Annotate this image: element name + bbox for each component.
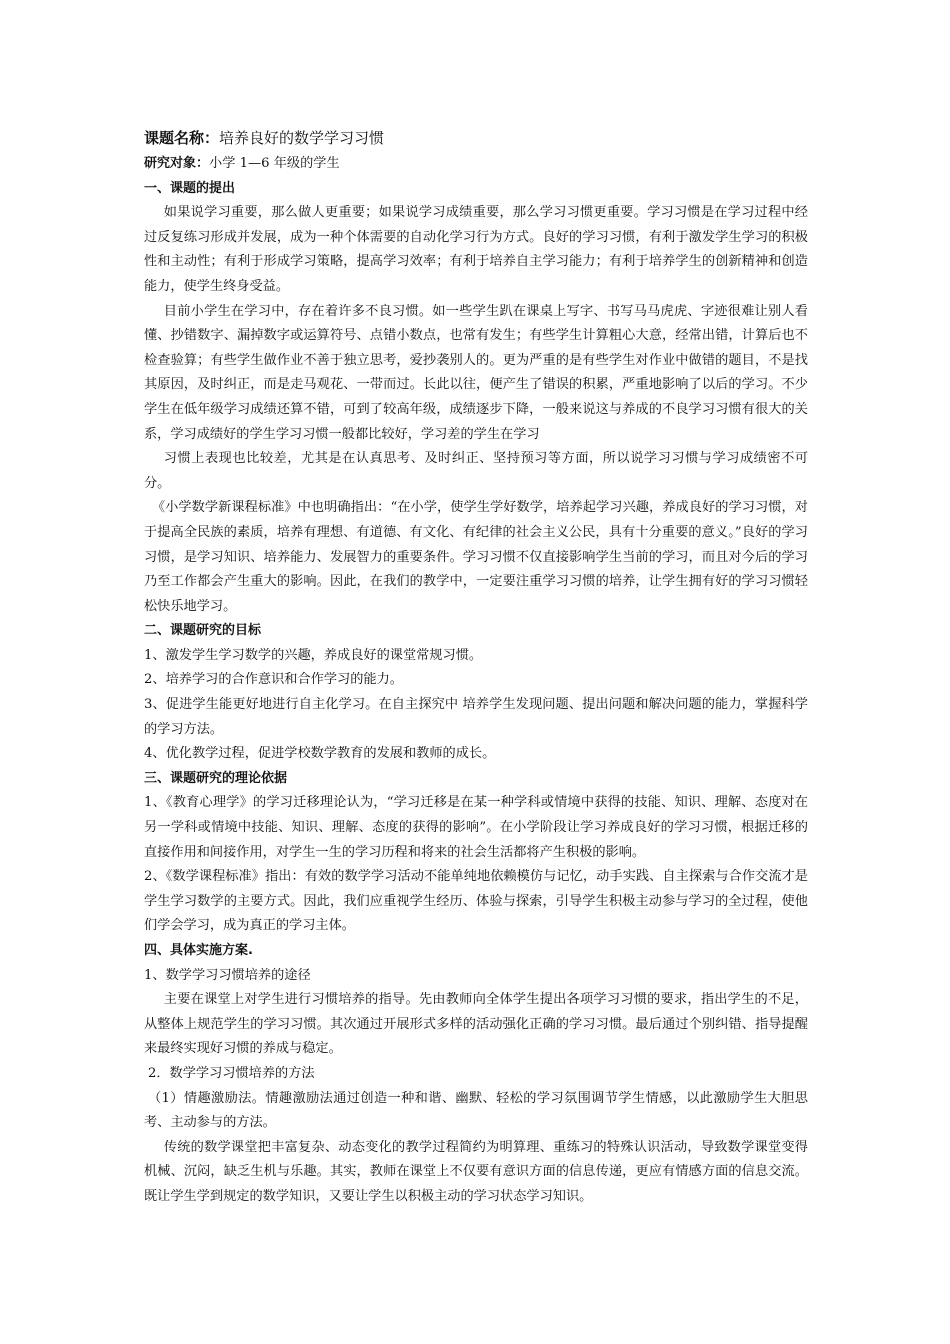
title-label: 课题名称： <box>144 129 220 147</box>
section1-paragraph-4: 《小学数学新课程标准》中也明确指出：“在小学，使学生学好数学，培养起学习兴趣，养成良好的学习习惯，对于提高全民族的素质，培养有理想、有道德、有文化、有纪律的社会主义公民，具有十分重要的意义。”良好的学习习惯，是学习知识、培养能力、发展智力的重要条件。学习习惯不仅直接影响学生当前的学习，而且对今后的学习乃至工作都会产生重大的影响。因此，在我们的教学中，一定要注重学习习惯的培养，让学生拥有好的学习习惯轻松快乐地学习。 <box>144 500 808 614</box>
section1-paragraph-3: 习惯上表现也比较差，尤其是在认真思考、及时纠正、坚持预习等方面，所以说学习习惯与学习成绩密不可分。 <box>144 451 808 491</box>
subject-label: 研究对象： <box>144 156 210 171</box>
theory-item-2: 2、《数学课程标准》指出：有效的数学学习活动不能单纯地依赖模仿与记忆，动手实践、自主探索与合作交流才是学生学习数学的主要方式。因此，我们应重视学生经历、体验与探索，引导学生积极主动参与学习的全过程，使他们学会学习，成为真正的学习主体。 <box>144 869 808 934</box>
section-heading-4: 四、具体实施方案. <box>144 943 253 958</box>
goal-item-4: 4、优化教学过程，促进学校数学教育的发展和教师的成长。 <box>144 746 496 762</box>
method-subheading-1: 1、数学学习习惯培养的途径 <box>144 967 311 983</box>
title-value: 培养良好的数学学习习惯 <box>219 129 385 147</box>
method-subheading-2: 2．数学学习习惯培养的方法 <box>147 1065 315 1081</box>
goal-item-2: 2、培养学习的合作意识和合作学习的能力。 <box>144 672 403 688</box>
section1-paragraph-1: 如果说学习重要，那么做人更重要；如果说学习成绩重要，那么学习习惯更重要。学习习惯是在学习过程中经过反复练习形成并发展，成为一种个体需要的自动化学习行为方式。良好的学习习惯，有利于激发学生学习的积极性和主动性；有利于形成学习策略，提高学习效率；有利于培养自主学习能力；有利于培养学生的创新精神和创造能力，使学生终身受益。 <box>144 205 808 294</box>
goal-item-1: 1、激发学生学习数学的兴趣，养成良好的课堂常规习惯。 <box>144 647 483 663</box>
method-paragraph-3: 传统的数学课堂把丰富复杂、动态变化的教学过程简约为明算理、重练习的特殊认识活动，导致数学课堂变得机械、沉闷，缺乏生机与乐趣。其实，教师在课堂上不仅要有意识方面的信息传递，更应有情感方面的信息交流。既让学生学到规定的数学知识，又要让学生以积极主动的学习状态学习知识。 <box>144 1139 808 1204</box>
document-title <box>144 124 808 152</box>
section-heading-2: 二、课题研究的目标 <box>144 623 262 639</box>
document-body <box>144 124 808 1210</box>
section-heading-1: 一、课题的提出 <box>144 180 236 196</box>
theory-item-1: 1、《教育心理学》的学习迁移理论认为，“学习迁移是在某一种学科或情境中获得的技能、知识、理解、态度对在另一学科或情境中技能、知识、理解、态度的获得的影响”。在小学阶段让学习养成良好的学习习惯，根据迁移的直接作用和间接作用，对学生一生的学习历程和将来的社会生活都将产生积极的影响。 <box>144 795 808 860</box>
goal-item-3: 3、促进学生能更好地进行自主化学习。在自主探究中 培养学生发现问题、提出问题和解决问题的能力，掌握科学的学习方法。 <box>144 697 808 737</box>
section-heading-3: 三、课题研究的理论依据 <box>144 770 288 786</box>
method-paragraph-2: （1）情趣激励法。情趣激励法通过创造一种和谐、幽默、轻松的学习氛围调节学生情感，以此激励学生大胆思考、主动参与的方法。 <box>144 1090 808 1131</box>
research-subject <box>144 152 808 177</box>
section1-paragraph-2: 目前小学生在学习中，存在着许多不良习惯。如一些学生趴在课桌上写字、书写马马虎虎、字迹很难让别人看懂、抄错数字、漏掉数字或运算符号、点错小数点，也常有发生；有些学生计算粗心大意，经常出错，计算后也不检查验算；有些学生做作业不善于独立思考，爱抄袭别人的。更为严重的是有些学生对作业中做错的题目，不是找其原因，及时纠正，而是走马观花、一带而过。长此以往，便产生了错误的积累，严重地影响了以后的学习。不少学生在低年级学习成绩还算不错，可到了较高年级，成绩逐步下降，一般来说这与养成的不良学习习惯有很大的关系，学习成绩好的学生学习习惯一般都比较好，学习差的学生在学习 <box>144 303 808 442</box>
subject-value: 小学 1—6 年级的学生 <box>209 156 340 171</box>
method-paragraph-1: 主要在课堂上对学生进行习惯培养的指导。先由教师向全体学生提出各项学习习惯的要求，指出学生的不足，从整体上规范学生的学习习惯。其次通过开展形式多样的活动强化正确的学习习惯。最后通过个别纠错、指导提醒来最终实现好习惯的养成与稳定。 <box>144 992 808 1057</box>
